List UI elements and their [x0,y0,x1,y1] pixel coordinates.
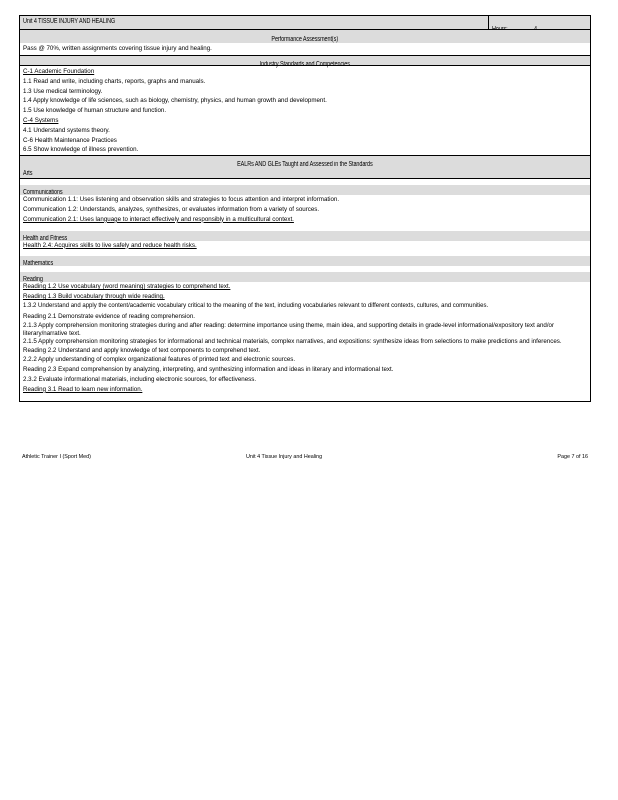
unit-table [19,15,591,402]
reading-item: Reading 2.3 Expand comprehension by analyzing, interpreting, and synthesizing information and ideas in literary and informational text. [23,366,394,374]
reading-item: 2.1.3 Apply comprehension monitoring strategies during and after reading: determine importance using theme, main idea, and supporting details in grade-level informational/expository text and/or literary/narrative text. [23,321,555,337]
industry-item: 1.3 Use medical terminology. [23,87,103,95]
ealrs-header-row [20,155,590,179]
reading-item: Reading 2.2 Understand and apply knowledge of text components to comprehend text. [23,346,261,354]
hours-cell [488,16,538,30]
reading-item: Reading 1.2 Use vocabulary (word meaning) strategies to comprehend text. [23,283,231,291]
communications-item: Communication 1.2: Understands, analyzes, synthesizes, or evaluates information from a variety of sources. [23,205,320,213]
arts-label: Arts [23,170,33,178]
reading-item: Reading 2.1 Demonstrate evidence of reading comprehension. [23,312,195,320]
industry-item: C-4 Systems [23,116,59,124]
reading-item: 2.2.2 Apply understanding of complex organizational features of printed text and electronic sources. [23,356,296,364]
reading-item: 2.1.5 Apply comprehension monitoring strategies for informational and technical materials, complex narratives, and expositions: synthesize ideas from selections to make predictions and inferences. [23,337,562,345]
industry-title-row [20,55,590,66]
industry-item: 6.5 Show knowledge of illness prevention. [23,146,139,154]
performance-title: Performance Assessment(s) [271,36,339,43]
performance-text: Pass @ 70%, written assignments covering tissue injury and healing. [23,45,212,52]
mathematics-label: Mathematics [23,260,54,268]
footer-page-number: Page 7 of 16 [557,454,588,460]
reading-item: 1.3.2 Understand and apply the content/academic vocabulary critical to the meaning of the text, including vocabularies relevant to different contexts, cultures, and communities. [23,302,489,309]
health-label: Health and Fitness [23,234,68,242]
health-item: Health 2.4: Acquires skills to live safely and reduce health risks. [23,241,197,249]
communications-item: Communication 2.1: Uses language to interact effectively and responsibly in a multicultural context. [23,215,294,223]
reading-label: Reading [23,276,43,284]
unit-title: Unit 4 TISSUE INJURY AND HEALING [23,18,116,25]
industry-item: 1.4 Apply knowledge of life sciences, such as biology, chemistry, physics, and human growth and development. [23,97,327,105]
health-list [20,241,590,251]
communications-header [20,185,590,195]
curriculum-page [19,15,591,402]
communications-list [20,195,590,224]
industry-list [20,66,590,155]
unit-header-row [20,16,590,30]
industry-item: C-6 Health Maintenance Practices [23,136,117,144]
industry-item: 1.5 Use knowledge of human structure and function. [23,107,167,115]
ealrs-title: EALRs AND GLEs Taught and Assessed in the Standards [237,161,373,169]
health-header [20,231,590,241]
footer-course: Athletic Trainer I (Sport Med) [22,454,91,460]
reading-item: 2.3.2 Evaluate informational materials, including electronic sources, for effectiveness. [23,375,257,383]
communications-item: Communication 1.1: Uses listening and observation skills and strategies to focus attention and interpret information. [23,196,340,204]
mathematics-header [20,256,590,266]
reading-list [20,282,590,400]
reading-header [20,272,590,282]
industry-item: C-1 Academic Foundation [23,68,95,75]
performance-title-row [20,30,590,43]
industry-title: Industry Standards and Competencies [259,61,351,68]
industry-item: 1.1 Read and write, including charts, reports, graphs and manuals. [23,77,206,85]
footer-unit: Unit 4 Tissue Injury and Healing [246,454,323,460]
industry-item: 4.1 Understand systems theory. [23,126,110,134]
reading-item: Reading 3.1 Read to learn new information. [23,385,143,393]
communications-label: Communications [23,189,63,197]
reading-item: Reading 1.3 Build vocabulary through wide reading. [23,293,165,301]
